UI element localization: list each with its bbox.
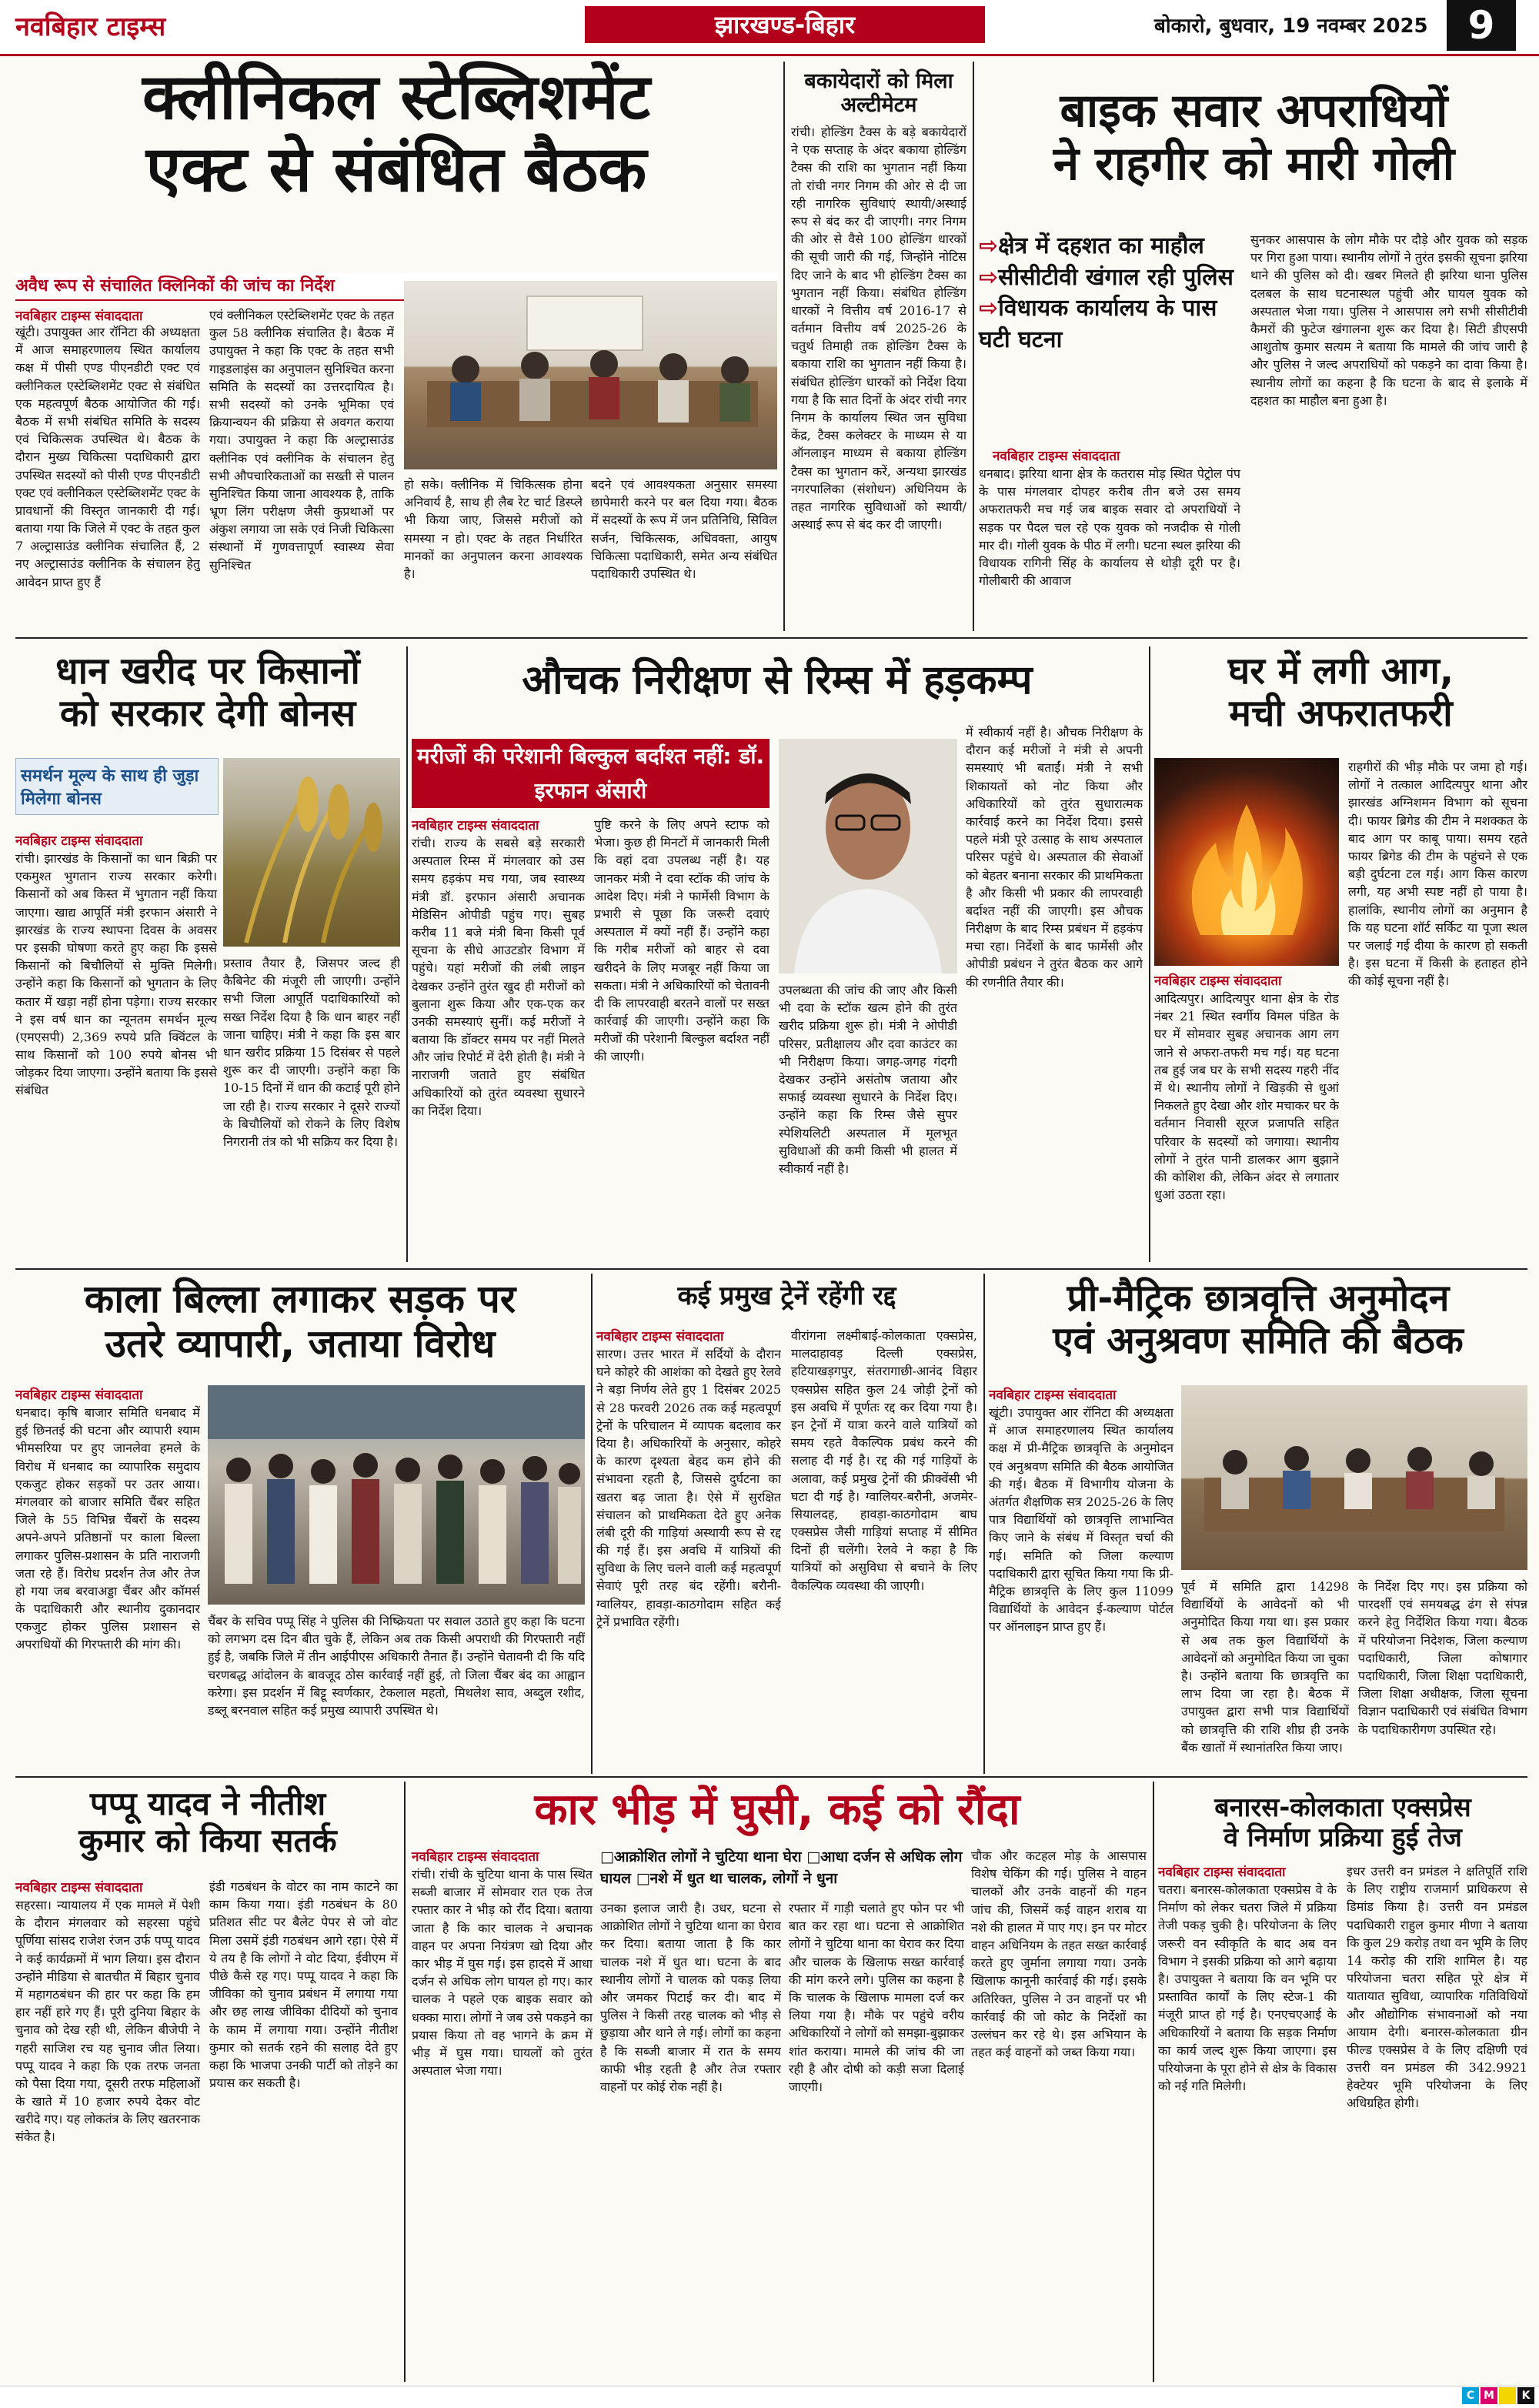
row-divider (15, 1268, 1527, 1270)
story1-subhead: अवैध रूप से संचालित क्लिनिकों की जांच का निर्देश (15, 273, 777, 301)
story4-col1: रांची। झारखंड के किसानों का धान बिक्री पर एकमुश्त भुगतान राज्य सरकार करेगी। किसानों को अब किस्त में भुगतान नहीं किया जाएगा। खाद्य आपूर्ति मंत्री इरफान अंसारी ने झारखंड के राज्य स्थापना दिवस के अवसर पर इसकी घोषणा करते हुए कहा कि इससे किसानों को बिचौलियों से मुक्ति मिलेगी। उन्होंने कहा कि किसानों को भुगतान के लिए कतार में खड़ा नहीं होना पड़ेगा। राज्य सरकार ने इस वर्ष धान का न्यूनतम समर्थन मूल्य (एमएसपी) 2,369 रुपये प्रति क्विंटल के साथ किसानों को 100 रुपये बोनस भी जोड़कर दिया जाएगा। उन्होंने बताया कि इससे संबंधित (15, 851, 217, 1098)
arrow-icon: ⇨ (979, 232, 999, 259)
story11-subhead-3: □नशे में धुत था चालक, लोगों ने धुना (636, 1869, 838, 1887)
story9-col3: के निर्देश दिए गए। इस प्रक्रिया को पारदर्शी एवं समयबद्ध ढंग से संपन्न करने हेतु निर्देशित किया गया। बैठक में परियोजना निदेशक, जिला कल्याण पदाधिकारी, जिला कोषागार पदाधिकारी, जिला शिक्षा पदाधिकारी, जिला शिक्षा अधीक्षक, जिला सूचना विज्ञान पदाधिकारी एवं संबंधित विभाग के पदाधिकारीगण उपस्थित रहे। (1358, 1579, 1527, 1737)
story2-headline: बकायेदारों को मिला अल्टीमेटम (804, 69, 953, 118)
story6-col2: राहगीरों की भीड़ मौके पर जमा हो गई। लोगों ने तत्काल आदित्यपुर थाना और झारखंड अग्निशमन विभाग को सूचना दी। फायर ब्रिगेड की टीम ने मशक्कत के बाद आग पर काबू पाया। समय रहते फायर ब्रिगेड की टीम के पहुंचने से एक बड़ी दुर्घटना टल गई। आग किस कारण लगी, यह अभी स्पष्ट नहीं हो पाया है। हालांकि, स्थानीय लोगों का अनुमान है कि यह घटना शॉर्ट सर्किट या पूजा स्थल पर जलाई गई दीया के कारण हो सकती है। इस घटना में किसी के हताहत होने की कोई सूचना नहीं है। (1348, 760, 1527, 989)
story9-headline-line2: एवं अनुश्रवण समिति की बैठक (1053, 1319, 1464, 1363)
story10-col2: इंडी गठबंधन के वोटर का नाम काटने का काम किया गया। इंडी गठबंधन के 80 प्रतिशत सीट पर बैलेट पेपर से जो वोट मिला उसमें इंडी गठबंधन आगे रहा। ऐसे में ये तय है कि लोगों ने वोट दिया, ईवीएम में पीछे कैसे रह गए। पप्पू यादव ने कहा कि जीविका को चुनाव प्रबंधन में लगाया गया और छह लाख जीविका दीदियों को चुनाव के काम में लगाया गया। उन्होंने नीतीश कुमार को सतर्क रहने की सलाह देते हुए कहा कि भाजपा उनकी पार्टी को तोड़ने का प्रयास कर सकती है। (209, 1879, 398, 2091)
story5-byline: नवबिहार टाइम्स संवाददाता (412, 818, 539, 833)
scholarship-meeting-illustration (1181, 1385, 1527, 1570)
minister-photo (779, 739, 957, 974)
story3-headline-line1: बाइक सवार अपराधियों (1060, 84, 1448, 138)
story12-headline-line1: बनारस-कोलकाता एक्सप्रेस (1214, 1792, 1471, 1823)
story4-col2: प्रस्ताव तैयार है, जिसपर जल्द ही कैबिनेट की मंजूरी ली जाएगी। उन्होंने सभी जिला आपूर्ति पदाधिकारियों को सख्त निर्देश दिया है कि धान बाहर नहीं जाना चाहिए। मंत्री ने कहा कि इस बार धान खरीद प्रक्रिया 15 दिसंबर से पहले शुरू कर दी जाएगी। उन्होंने कहा कि 10-15 दिनों में धान की कटाई पूरी होने जा रही है। राज्य सरकार ने दूसरे राज्यों के बिचौलियों को रोकने के लिए विशेष निगरानी तंत्र को भी सक्रिय कर दिया है। (223, 956, 400, 1149)
checkbox-bullet-icon: □ (636, 1869, 650, 1887)
story11-subhead-1: □आक्रोशित लोगों ने चुटिया थाना घेरा (600, 1849, 802, 1865)
story1-headline-line1: क्लीनिकल स्टेब्लिशमेंट (142, 61, 651, 134)
row-divider (15, 637, 1527, 639)
story12-col2: इधर उत्तरी वन प्रमंडल ने क्षतिपूर्ति राशि के लिए राष्ट्रीय राजमार्ग प्राधिकरण से डिमांड किया है। उत्तरी वन प्रमंडल पदाधिकारी राहुल कुमार मीणा ने बताया कि कुल 29 करोड़ तथा वन भूमि के लिए 14 करोड़ की राशि शामिल है। यह परियोजना चतरा सहित पूरे क्षेत्र में यातायात सुविधा, व्यापारिक गतिविधियों और औद्योगिक संभावनाओं को नया आयाम देगी। बनारस-कोलकाता ग्रीन फील्ड एक्सप्रेस वे के लिए दक्षिणी एवं उत्तरी वन प्रमंडल की 342.9921 हेक्टेयर भूमि परियोजना के लिए अधिग्रहित होगी। (1347, 1864, 1527, 2111)
black-mark: K (1517, 2387, 1534, 2404)
story9-headline (989, 1277, 1527, 1362)
story9-col1: खूंटी। उपायुक्त आर रॉनिटा की अध्यक्षता में आज समाहरणालय स्थित कार्यालय कक्ष में प्री-मैट्रिक छात्रवृत्ति के अनुमोदन एवं अनुश्रवण समिति की बैठक आयोजित की गई। बैठक में विभागीय योजना के अंतर्गत शैक्षणिक सत्र 2025-26 के लिए पात्र विद्यार्थियों को छात्रवृत्ति लाभान्वित किए जाने के संबंध में विस्तृत चर्चा की गई। समिति को जिला कल्याण पदाधिकारी द्वारा सूचित किया गया कि प्री-मैट्रिक छात्रवृत्ति के लिए कुल 11099 विद्यार्थियों के आवेदन ई-कल्याण पोर्टल पर ऑनलाइन प्राप्त हुए हैं। (989, 1405, 1173, 1635)
story11-subhead-2: □आधा दर्जन से अधिक लोग घायल (600, 1849, 963, 1887)
story3-bullet-3: ⇨विधायक कार्यालय के पास घटी घटना (979, 295, 1217, 353)
story10-headline (15, 1785, 400, 1860)
story10-byline: नवबिहार टाइम्स संवाददाता (15, 1880, 143, 1895)
story8-byline: नवबिहार टाइम्स संवाददाता (596, 1329, 724, 1344)
story4-headline-line2: को सरकार देगी बोनस (59, 692, 356, 736)
story6-headline-line1: घर में लगी आग, (1227, 650, 1454, 693)
story11-col3: रफ्तार में गाड़ी चलाते हुए फोन पर भी बात कर रहा था। घटना से आक्रोशित लोगों ने चुटिया थाना का घेराव कर दिया और चालक के खिलाफ सख्त कार्रवाई की मांग करने लगे। पुलिस का कहना है कि चालक के खिलाफ मामला दर्ज कर लिया गया है। मौके पर पहुंचे वरीय अधिकारियों ने लोगों को समझा-बुझाकर शांत कराया। मामले की जांच की जा रही है और दोषी को कड़ी सजा दिलाई जाएगी। (789, 1901, 964, 2094)
column-divider (406, 646, 408, 1262)
row-divider (15, 1776, 1527, 1778)
story6-headline-line2: मची अफरातफरी (1229, 692, 1453, 736)
column-divider (1149, 646, 1150, 1262)
story3-headline (979, 85, 1529, 191)
story9-col2: पूर्व में समिति द्वारा 14298 विद्यार्थियों के आवेदनों को भी अनुमोदित किया गया था। इस प्रकार से अब तक कुल विद्यार्थियों के आवेदनों को अनुमोदित किया जा चुका है। उन्होंने बताया कि छात्रवृत्ति का लाभ दिया जा रहा है। बैठक में उपायुक्त द्वारा सभी पात्र विद्यार्थियों को छात्रवृत्ति की राशि शीघ्र ही उनके बैंक खातों में स्थानांतरित किया जाए। (1181, 1579, 1349, 1755)
story6-headline (1154, 650, 1527, 735)
flames-illustration (1154, 758, 1339, 966)
story6-col1: आदित्यपुर। आदित्यपुर थाना क्षेत्र के रोड नंबर 21 स्थित स्वर्गीय विमल पंडित के घर में सोमवार सुबह अचानक आग लग जाने से अफरा-तफरी मच गई। यह घटना तब हुई जब घर के सभी सदस्य गहरी नींद में थे। स्थानीय लोगों ने खिड़की से धुआं निकलते हुए देखा और शोर मचाकर घर के वर्तमान निवासी सूरज प्रजापति सहित परिवार के सदस्यों को जगाया। स्थानीय लोगों ने तुरंत पानी डालकर आग बुझाने की कोशिश की, लेकिन अंदर से लगातार धुआं उठता रहा। (1154, 991, 1339, 1203)
story1-col2: एवं क्लीनिकल एस्टेब्लिशमेंट एक्ट के तहत कुल 58 क्लीनिक संचालित है। बैठक में उपायुक्त ने कहा कि एक्ट के तहत सभी गाइडलाइंस का अनुपालन सुनिश्चित करना समिति के सदस्यों का उत्तरदायित्व है। सभी सदस्यों को उनके भूमिका एवं क्रियान्वयन की प्रक्रिया से अवगत कराया गया। उपायुक्त ने कहा कि अल्ट्रासाउंड क्लीनिक एवं क्लीनिक के संचालन हेतु सभी औपचारिकताओं का सख्ती से पालन सुनिश्चित किया जाना आवश्यक है, ताकि भ्रूण लिंग परीक्षण जैसी कुप्रथाओं पर अंकुश लगाया जा सके एवं निजी चिकित्सा संस्थानों में गुणवत्तापूर्ण स्वास्थ्य सेवा सुनिश्चित (209, 308, 394, 573)
meeting-photo-illustration (404, 281, 777, 469)
story11-headline: कार भीड़ में घुसी, कई को रौंदा (534, 1785, 1020, 1835)
column-divider (983, 1274, 985, 1774)
edition-date: बोकारो, बुधवार, 19 नवम्बर 2025 (1154, 15, 1428, 38)
arrow-icon: ⇨ (979, 263, 999, 291)
checkbox-bullet-icon: □ (806, 1849, 821, 1865)
newspaper-brand: नवबिहार टाइम्स (15, 12, 166, 42)
story3-headline-line2: ने राहगीर को मारी गोली (1053, 137, 1455, 191)
cyan-mark: C (1462, 2387, 1479, 2404)
story4-headline-line1: धान खरीद पर किसानों (55, 650, 360, 693)
column-divider (404, 1782, 406, 2382)
scholarship-meeting-photo (1181, 1385, 1527, 1570)
story1-headline-line2: एक्ट से संबंधित बैठक (145, 133, 647, 207)
story11-col2: उनका इलाज जारी है। उधर, घटना से आक्रोशित लोगों ने चुटिया थाना का घेराव कर दिया। बताया जाता है कि कार चालक नशे में धुत था। घटना के बाद स्थानीय लोगों ने चालक को पकड़ लिया और जमकर पिटाई कर दी। बाद में पुलिस ने किसी तरह चालक को भीड़ से छुड़ाया और थाने ले गई। लोगों का कहना है कि सब्जी बाजार में रात के समय काफी भीड़ रहती है और तेज रफ्तार वाहनों पर कोई रोक नहीं है। (600, 1901, 781, 2094)
protest-crowd-illustration (208, 1385, 585, 1605)
story8-col1: सारण। उत्तर भारत में सर्दियों के दौरान घने कोहरे की आशंका को देखते हुए रेलवे ने बड़ा निर्णय लेते हुए 1 दिसंबर 2025 से 28 फरवरी 2026 तक कई महत्वपूर्ण ट्रेनों के परिचालन में व्यापक बदलाव कर दिया है। अधिकारियों के अनुसार, कोहरे के कारण दृश्यता बेहद कम होने की संभावना रहती है, जिससे दुर्घटना का खतरा बढ़ जाता है। ऐसे में सुरक्षित संचालन को प्राथमिकता देते हुए अनेक लंबी दूरी की गाड़ियां अस्थायी रूप से रद्द की गई हैं। इस अवधि में यात्रियों की सुविधा के लिए चलने वाली कई महत्वपूर्ण सेवाएं पूरी तरह बंद रहेंगी। बरौनी-ग्वालियर, हावड़ा-काठगोदाम सहित कई ट्रेनें प्रभावित रहेंगी। (596, 1347, 781, 1629)
yellow-mark (1499, 2387, 1516, 2404)
story5-redbox: मरीजों की परेशानी बिल्कुल बर्दाश्त नहीं: डॉ. इरफान अंसारी (412, 739, 770, 808)
story1-col1: खूंटी। उपायुक्त आर रॉनिटा की अध्यक्षता में आज समाहरणालय स्थित कार्यालय कक्ष में पीसी एण्ड पीएनडीटी एक्ट एवं क्लीनिकल एस्टेब्लिशमेंट एक्ट से संबंधित एक महत्वपूर्ण बैठक आयोजित की गई। बैठक में सभी संबंधित समिति के सदस्य एवं चिकित्सक उपस्थित थे। बैठक के दौरान मुख्य चिकित्सा पदाधिकारी द्वारा उपस्थित सदस्यों को पीसी एण्ड पीएनडीटी एक्ट एवं क्लीनिकल एस्टेब्लिशमेंट एक्ट के प्रावधानों की विस्तृत जानकारी दी गई। बताया गया कि जिले में एक्ट के तहत कुल 7 अल्ट्रासाउंड क्लीनिक संचालित हैं, 2 नए अल्ट्रासाउंड क्लीनिक के संचालन हेतु आवेदन प्राप्त हुए हैं (15, 325, 200, 589)
fire-photo (1154, 758, 1339, 966)
story3-col1: धनबाद। झरिया थाना क्षेत्र के कतरास मोड़ स्थित पेट्रोल पंप के पास मंगलवार दोपहर करीब तीन बजे उस समय अफरातफरी मच गई जब बाइक सवार दो अपराधियों ने सड़क पर पैदल चल रहे एक युवक को नजदीक से गोली मार दी। गोली युवक के पीठ में लगी। घटना स्थल झरिया की विधायक रागिनी सिंह के कार्यालय से थोड़ी दूरी पर है। गोलीबारी की आवाज (979, 466, 1240, 589)
story1-col3: हो सके। क्लीनिक में चिकित्सक होना अनिवार्य है, साथ ही लैब रेट चार्ट डिस्प्ले भी किया जाए, जिससे मरीजों को समस्या न हो। एक्ट के तहत निर्धारित मानकों का अनुपालन करना आवश्यक है। (404, 477, 583, 581)
story1-headline (15, 62, 777, 207)
story9-headline-line1: प्री-मैट्रिक छात्रवृत्ति अनुमोदन (1067, 1277, 1450, 1320)
section-title: झारखण्ड-बिहार (585, 6, 985, 43)
story4-byline: नवबिहार टाइम्स संवाददाता (15, 833, 143, 849)
story7-headline-line1: काला बिल्ला लगाकर सड़क पर (84, 1277, 516, 1321)
minister-portrait-illustration (779, 739, 957, 974)
column-divider (591, 1274, 593, 1774)
story8-headline: कई प्रमुख ट्रेनें रहेंगी रद्द (677, 1281, 896, 1311)
story2-text: रांची। होल्डिंग टैक्स के बड़े बकायेदारों ने एक सप्ताह के अंदर बकाया होल्डिंग टैक्स की राशि का भुगतान नहीं किया तो रांची नगर निगम की ओर से दी जा रही नागरिक सुविधाएं स्थायी/अस्थाई रूप से बंद कर दी जाएगी। नगर निगम की ओर से वैसे 100 होल्डिंग धारकों की सूची जारी की गई, जिन्होंने नोटिस दिए जाने के बाद भी होल्डिंग टैक्स का भुगतान नहीं किया। संबंधित होल्डिंग धारकों ने वित्तीय वर्ष 2016-17 से वर्तमान वित्तीय वर्ष 2025-26 के चतुर्थ तिमाही तक होल्डिंग टैक्स के बकाया राशि का भुगतान नहीं किया है। संबंधित होल्डिंग धारकों को निर्देश दिया गया है कि सात दिनों के अंदर रांची नगर निगम के कार्यालय स्थित जन सुविधा केंद्र, टैक्स कलेक्टर के माध्यम से या ऑनलाइन माध्यम से बकाया होल्डिंग टैक्स का भुगतान करें, अन्यथा झारखंड नगरपालिका (संशोधन) अधिनियम के तहत नागरिक सुविधाओं को स्थायी/अस्थाई रूप से बंद कर दी जाएगी। (791, 125, 966, 533)
paddy-photo (223, 758, 400, 947)
story3-bullets (979, 231, 1240, 356)
page-number: 9 (1447, 0, 1516, 51)
story11-byline: नवबिहार टाइम्स संवाददाता (412, 1849, 539, 1865)
story10-col1: सहरसा। न्यायालय में एक मामले में पेशी के दौरान मंगलवार को सहरसा पहुंचे पूर्णिया सांसद राजेश रंजन उर्फ पप्पू यादव ने कई कार्यक्रमों में भाग लिया। इस दौरान उन्होंने मीडिया से बातचीत में बिहार चुनाव में महागठबंधन की हार पर कहा कि हम हार नहीं हारे गए हैं। पूरी दुनिया बिहार के चुनाव को देख रही थी, लेकिन बीजेपी ने गहरी साजिश रच यह चुनाव जीत लिया। पप्पू यादव ने कहा कि एक तरफ जनता को पैसा दिया गया, दूसरी तरफ महिलाओं के खाते में 10 हजार रुपये देकर वोट खरीदे गए। यह लोकतंत्र के लिए खतरनाक संकेत है। (15, 1898, 200, 2145)
story3-byline: नवबिहार टाइम्स संवाददाता (993, 449, 1120, 464)
checkbox-bullet-icon: □ (600, 1849, 614, 1865)
story7-headline (15, 1277, 585, 1366)
story3-bullet-2: ⇨सीसीटीवी खंगाल रही पुलिस (979, 263, 1234, 291)
story3-col2: सुनकर आसपास के लोग मौके पर दौड़े और युवक को सड़क पर गिरा हुआ पाया। स्थानीय लोगों ने तुरंत इसकी सूचना झरिया थाने की पुलिस को दी। खबर मिलते ही झरिया थाना पुलिस दलबल के साथ घटनास्थल पहुंची और घायल युवक को अस्पताल भेजा गया। पुलिस ने आसपास लगे सभी सीसीटीवी कैमरों की फुटेज खंगालना शुरू कर दिया है। सिटी डीएसपी आशुतोष कुमार सत्यम ने बताया कि मामले की जांच जारी है और पुलिस ने जल्द अपराधियों को पकड़ने का दावा किया है। स्थानीय लोगों का कहना है कि घटना के बाद से इलाके में दहशत का माहौल बना हुआ है। (1250, 232, 1527, 408)
story10-headline-line1: पप्पू यादव ने नीतीश (89, 1785, 326, 1822)
paddy-photo-illustration (223, 758, 400, 947)
story3-bullet-1: ⇨क्षेत्र में दहशत का माहौल (979, 232, 1204, 259)
story12-headline (1158, 1793, 1527, 1853)
story11-subheads (600, 1847, 985, 1889)
column-divider (783, 62, 785, 631)
story6-byline: नवबिहार टाइम्स संवाददाता (1154, 974, 1282, 989)
story7-col1: धनबाद। कृषि बाजार समिति धनबाद में हुई छिनतई की घटना और व्यापारी श्याम भीमसरिया पर हुए जानलेवा हमले के विरोध में धनबाद का व्यापारिक समुदाय एकजुट होकर सड़कों पर उतर आया। मंगलवार को बाजार समिति चैंबर सहित जिले के 55 विभिन्न चैंबरों के सदस्य अपने-अपने प्रतिष्ठानों पर काला बिल्ला लगाकर पुलिस-प्रशासन के प्रति नाराजगी जता रहे हैं। विरोध प्रदर्शन तेज और तेज हो गया जब बरवाअड्डा चैंबर और कॉमर्स के पदाधिकारी और स्थानीय दुकानदार एकजुट होकर पुलिस प्रशासन से अपराधियों की गिरफ्तारी की मांग की। (15, 1405, 200, 1652)
column-divider (973, 62, 974, 631)
story7-headline-line2: उतरे व्यापारी, जताया विरोध (105, 1321, 496, 1366)
story1-byline: नवबिहार टाइम्स संवाददाता (15, 309, 143, 324)
meeting-photo (404, 281, 777, 469)
story4-subhead: समर्थन मूल्य के साथ ही जुड़ा मिलेगा बोनस (15, 758, 219, 815)
masthead (0, 0, 1539, 56)
story5-col1: रांची। राज्य के सबसे बड़े सरकारी अस्पताल रिम्स में मंगलवार को उस समय हड़कंप मच गया, जब स्वास्थ्य मंत्री डॉ. इरफान अंसारी अचानक मेडिसिन ओपीडी पहुंच गए। सुबह करीब 11 बजे मंत्री बिना किसी पूर्व सूचना के सीधे आउटडोर विभाग में पहुंचे। यहां मरीजों की लंबी लाइन देखकर उन्होंने तुरंत खुद ही मरीजों को बुलाना शुरू किया और एक-एक कर उनकी समस्याएं सुनीं। कई मरीजों ने बताया कि डॉक्टर समय पर नहीं मिलते और जांच रिपोर्ट में देरी होती है। मंत्री ने नाराजगी जताते हुए संबंधित अधिकारियों को तुरंत व्यवस्था सुधारने का निर्देश दिया। (412, 836, 585, 1118)
story5-col4: में स्वीकार्य नहीं है। औचक निरीक्षण के दौरान कई मरीजों ने मंत्री से अपनी समस्याएं भी बताईं। मंत्री ने सभी शिकायतों को नोट किया और अधिकारियों को तुरंत सुधारात्मक कार्रवाई करने का निर्देश दिया। इससे पहले मंत्री पूरे उत्साह के साथ अस्पताल परिसर पहुंचे थे। अस्पताल की सेवाओं को बेहतर बनाना सरकार की प्राथमिकता है और किसी भी प्रकार की लापरवाही बर्दाश्त नहीं की जाएगी। इस औचक निरीक्षण के बाद रिम्स प्रबंधन में हड़कंप मचा रहा। निर्देशों के बाद फार्मेसी और ओपीडी प्रबंधन ने तुरंत बैठक कर आगे की रणनीति तैयार की। (966, 725, 1143, 990)
story10-headline-line2: कुमार को किया सतर्क (78, 1822, 337, 1860)
print-registration-strip (0, 2386, 1539, 2408)
arrow-icon: ⇨ (979, 295, 999, 322)
story7-col2: चैंबर के सचिव पप्पू सिंह ने पुलिस की निष्क्रियता पर सवाल उठाते हुए कहा कि घटना को लगभग दस दिन बीत चुके हैं, लेकिन अब तक किसी अपराधी की गिरफ्तारी नहीं हुई है, जबकि जिले में तीन आईपीएस अधिकारी तैनात हैं। उन्होंने चेतावनी दी कि यदि चरणबद्ध आंदोलन के बावजूद ठोस कार्रवाई नहीं हुई, तो जिला चैंबर बंद का आह्वान करेगा। इस प्रदर्शन में बिट्टू स्वर्णकार, टेकलाल महतो, मिथलेश साव, अब्दुल रशीद, डब्लू बरनवाल सहित कई प्रमुख व्यापारी उपस्थित थे। (208, 1614, 585, 1718)
story8-col2: वीरांगना लक्ष्मीबाई-कोलकाता एक्सप्रेस, मालदाहावड़ दिल्ली एक्सप्रेस, हटियाखड़गपुर, संतरागाछी-आनंद विहार एक्सप्रेस सहित कुल 24 जोड़ी ट्रेनों को इस अवधि में पूर्णतः रद्द कर दिया गया है। इन ट्रेनों में यात्रा करने वाले यात्रियों को समय रहते वैकल्पिक प्रबंध करने की सलाह दी गई है। रद्द की गई गाड़ियों के अलावा, कई प्रमुख ट्रेनों की फ्रीक्वेंसी भी घटा दी गई है। ग्वालियर-बरौनी, अजमेर-सियालदह, हावड़ा-काठगोदाम बाघ एक्सप्रेस जैसी गाड़ियां सप्ताह में सीमित दिनों ही चलेंगी। रेलवे ने कहा है कि यात्रियों को असुविधा से बचाने के लिए वैकल्पिक व्यवस्था की जाएगी। (791, 1328, 977, 1593)
story5-col3: उपलब्धता की जांच की जाए और किसी भी दवा के स्टॉक खत्म होने की तुरंत खरीद प्रक्रिया शुरू हो। मंत्री ने ओपीडी परिसर, प्रतीक्षालय और दवा काउंटर का भी निरीक्षण किया। जगह-जगह गंदगी देखकर उन्होंने असंतोष जताया और सफाई व्यवस्था सुधारने के निर्देश दिए। उन्होंने कहा कि रिम्स जैसे सुपर स्पेशियलिटी अस्पताल में मूलभूत सुविधाओं की कमी किसी भी हालत में स्वीकार्य नहीं है। (779, 983, 957, 1176)
story5-headline: औचक निरीक्षण से रिम्स में हड़कम्प (522, 657, 1033, 703)
story1-col4: बदने एवं आवश्यकता अनुसार समस्या छापेमारी करने पर बल दिया गया। बैठक में सदस्यों के रूप में जन प्रतिनिधि, सिविल सर्जन, चिकित्सक, अधिवक्ता, आयुष चिकित्सा पदाधिकारी, समेत अन्य संबंधित पदाधिकारी उपस्थित थे। (591, 477, 777, 581)
story5-col2: पुष्टि करने के लिए अपने स्टाफ को भेजा। कुछ ही मिनटों में जानकारी मिली कि वहां दवा उपलब्ध नहीं है। यह जानकर मंत्री ने दवा स्टॉक की जांच के आदेश दिए। मंत्री ने फार्मेसी विभाग के प्रभारी से पूछा कि जरूरी दवाएं अस्पताल में क्यों नहीं हैं। उन्होंने कहा कि गरीब मरीजों को बाहर से दवा खरीदने के लिए मजबूर नहीं किया जा सकता। मंत्री ने अधिकारियों को चेतावनी दी कि लापरवाही बरतने वालों पर सख्त कार्रवाई की जाएगी। उन्होंने कहा कि मरीजों की परेशानी बिल्कुल बर्दाश्त नहीं की जाएगी। (594, 817, 770, 1064)
story12-byline: नवबिहार टाइम्स संवाददाता (1158, 1865, 1286, 1880)
story9-byline: नवबिहार टाइम्स संवाददाता (989, 1388, 1117, 1403)
story11-col1: रांची। रांची के चुटिया थाना के पास स्थित सब्जी बाजार में सोमवार रात एक तेज रफ्तार कार ने भीड़ को रौंद दिया। बताया जाता है कि कार चालक ने अचानक वाहन पर अपना नियंत्रण खो दिया और कार भीड़ में घुस गई। इस हादसे में आधा दर्जन से अधिक लोग घायल हो गए। कार चालक ने पहले एक बाइक सवार को धक्का मारा। लोगों ने जब उसे पकड़ने का प्रयास किया तो वह भागने के क्रम में भीड़ में घुस गया। घायलों को तुरंत अस्पताल भेजा गया। (412, 1867, 593, 2079)
story11-col4: चौक और कटहल मोड़ के आसपास विशेष चेकिंग की गई। पुलिस ने वाहन चालकों और उनके वाहनों की गहन जांच की, जिसमें कई वाहन शराब या नशे की हालत में पाए गए। इन पर मोटर वाहन अधिनियम के तहत सख्त कार्रवाई करते हुए जुर्माना लगाया गया। उनके खिलाफ कानूनी कार्रवाई की गई। इसके अतिरिक्त, पुलिस ने उन वाहनों पर भी कार्रवाई की जो कोट के निर्देशों का उल्लंघन कर रहे थे। इस अभियान के तहत कई वाहनों को जब्त किया गया। (971, 1849, 1147, 2060)
protest-photo (208, 1385, 585, 1605)
story4-headline (15, 650, 400, 735)
story12-headline-line2: वे निर्माण प्रक्रिया हुई तेज (1224, 1822, 1462, 1854)
story7-byline: नवबिहार टाइम्स संवाददाता (15, 1388, 143, 1403)
column-divider (1153, 1782, 1154, 2382)
story12-col1: चतरा। बनारस-कोलकाता एक्सप्रेस वे के निर्माण को लेकर चतरा जिले में प्रक्रिया तेजी पकड़ चुकी है। परियोजना के लिए जरूरी वन स्वीकृति के बाद अब वन विभाग ने इसकी प्रक्रिया को आगे बढ़ाया है। उपायुक्त ने बताया कि वन भूमि पर प्रस्तावित कार्यों के लिए स्टेज-1 की मंजूरी प्राप्त हो गई है। एनएचएआई के अधिकारियों ने बताया कि सड़क निर्माण का कार्य जल्द शुरू किया जाएगा। इस परियोजना के पूरा होने से क्षेत्र के विकास को नई गति मिलेगी। (1158, 1882, 1337, 2094)
magenta-mark: M (1481, 2387, 1497, 2404)
